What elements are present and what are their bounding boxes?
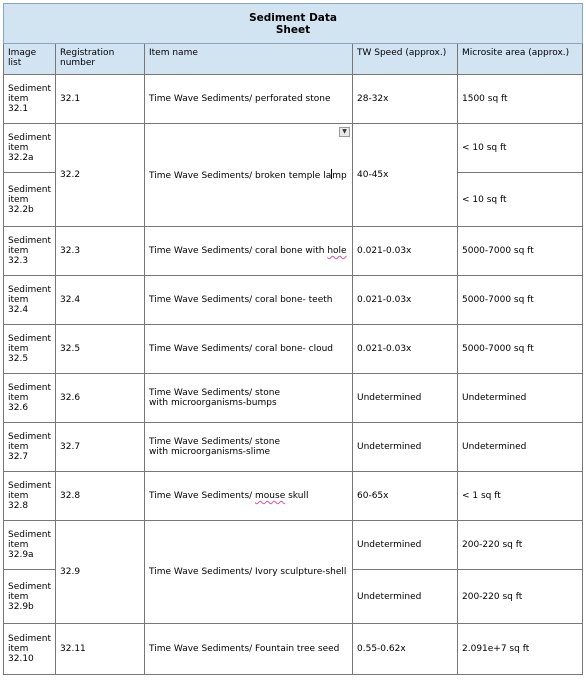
registration-cell[interactable]: 32.4 — [56, 276, 145, 325]
microsite-area-cell[interactable]: 5000-7000 sq ft — [458, 227, 583, 276]
image-cell[interactable]: Sediment item 32.10 — [4, 624, 56, 675]
item-name-cell[interactable] — [145, 227, 353, 276]
item-name-cell[interactable]: Time Wave Sediments/ coral bone- teeth — [145, 276, 353, 325]
table-row — [4, 276, 583, 325]
item-name-cell[interactable] — [145, 472, 353, 521]
microsite-area-cell[interactable]: Undetermined — [458, 423, 583, 472]
tw-speed-cell[interactable]: Undetermined — [353, 570, 458, 624]
table-row — [4, 325, 583, 374]
item-name-cell[interactable]: Time Wave Sediments/ perforated stone — [145, 75, 353, 124]
item-name-text: Time Wave Sediments/ coral bone with — [149, 246, 328, 256]
table-row — [4, 124, 583, 173]
item-name-cell[interactable]: Time Wave Sediments/ coral bone- cloud — [145, 325, 353, 374]
dropdown-arrow-icon[interactable]: ▼ — [339, 127, 350, 137]
image-cell[interactable]: Sediment item 32.7 — [4, 423, 56, 472]
registration-cell[interactable]: 32.11 — [56, 624, 145, 675]
image-cell[interactable]: Sediment item 32.9b — [4, 570, 56, 624]
registration-cell[interactable]: 32.6 — [56, 374, 145, 423]
header-image-list: Image list — [4, 44, 56, 75]
table-title — [4, 4, 583, 44]
registration-cell[interactable]: 32.9 — [56, 521, 145, 624]
tw-speed-cell[interactable]: 0.021-0.03x — [353, 325, 458, 374]
image-cell[interactable]: Sediment item 32.2b — [4, 173, 56, 227]
registration-cell[interactable]: 32.3 — [56, 227, 145, 276]
item-name-line1: Time Wave Sediments/ stone — [149, 437, 280, 447]
table-row — [4, 521, 583, 570]
microsite-area-cell[interactable]: < 10 sq ft — [458, 173, 583, 227]
registration-cell[interactable]: 32.8 — [56, 472, 145, 521]
table-title-line2: Sheet — [275, 23, 311, 36]
microsite-area-cell[interactable]: 200-220 sq ft — [458, 521, 583, 570]
microsite-area-cell[interactable]: Undetermined — [458, 374, 583, 423]
item-name-cell[interactable] — [145, 374, 353, 423]
header-registration-line2: number — [60, 58, 96, 68]
microsite-area-cell[interactable]: 5000-7000 sq ft — [458, 325, 583, 374]
microsite-area-cell[interactable]: < 1 sq ft — [458, 472, 583, 521]
header-item-name: Item name — [145, 44, 353, 75]
header-registration-line1: Registration — [60, 48, 115, 58]
registration-cell[interactable]: 32.1 — [56, 75, 145, 124]
tw-speed-cell[interactable]: Undetermined — [353, 423, 458, 472]
table-row — [4, 374, 583, 423]
item-name-cell[interactable] — [145, 423, 353, 472]
microsite-area-cell[interactable]: 2.091e+7 sq ft — [458, 624, 583, 675]
item-name-line2: with microorganisms-bumps — [149, 398, 277, 408]
tw-speed-cell[interactable]: 0.021-0.03x — [353, 227, 458, 276]
table-row — [4, 472, 583, 521]
item-name-text-after-cursor: mp — [332, 171, 347, 181]
item-name-text-before-cursor: Time Wave Sediments/ broken temple la — [149, 171, 332, 181]
item-name-cell[interactable] — [145, 124, 353, 227]
tw-speed-cell[interactable]: 0.55-0.62x — [353, 624, 458, 675]
spelling-flagged-word: mouse — [255, 491, 286, 501]
microsite-area-cell[interactable]: 200-220 sq ft — [458, 570, 583, 624]
image-cell[interactable]: Sediment item 32.4 — [4, 276, 56, 325]
tw-speed-cell[interactable]: 0.021-0.03x — [353, 276, 458, 325]
image-cell[interactable]: Sediment item 32.3 — [4, 227, 56, 276]
item-name-line1: Time Wave Sediments/ stone — [149, 388, 280, 398]
image-cell[interactable]: Sediment item 32.2a — [4, 124, 56, 173]
tw-speed-cell[interactable]: Undetermined — [353, 374, 458, 423]
microsite-area-cell[interactable]: 1500 sq ft — [458, 75, 583, 124]
registration-cell[interactable]: 32.5 — [56, 325, 145, 374]
microsite-area-cell[interactable]: < 10 sq ft — [458, 124, 583, 173]
microsite-area-cell[interactable]: 5000-7000 sq ft — [458, 276, 583, 325]
tw-speed-cell[interactable]: 60-65x — [353, 472, 458, 521]
image-cell[interactable]: Sediment item 32.6 — [4, 374, 56, 423]
header-microsite-area: Microsite area (approx.) — [458, 44, 583, 75]
table-row — [4, 423, 583, 472]
image-cell[interactable]: Sediment item 32.5 — [4, 325, 56, 374]
item-name-line2: with microorganisms-slime — [149, 447, 271, 457]
item-name-cell[interactable]: Time Wave Sediments/ Ivory sculpture-shell — [145, 521, 353, 624]
table-row — [4, 75, 583, 124]
spelling-flagged-word: hole — [327, 246, 347, 256]
image-cell[interactable]: Sediment item 32.1 — [4, 75, 56, 124]
image-cell[interactable]: Sediment item 32.8 — [4, 472, 56, 521]
table-title-line1: Sediment Data — [249, 11, 337, 24]
registration-cell[interactable]: 32.7 — [56, 423, 145, 472]
tw-speed-cell[interactable]: 40-45x — [353, 124, 458, 227]
table-row — [4, 227, 583, 276]
item-name-text-end: skull — [285, 491, 309, 501]
item-name-cell[interactable]: Time Wave Sediments/ Fountain tree seed — [145, 624, 353, 675]
registration-cell[interactable]: 32.2 — [56, 124, 145, 227]
header-tw-speed: TW Speed (approx.) — [353, 44, 458, 75]
table-row — [4, 624, 583, 675]
tw-speed-cell[interactable]: Undetermined — [353, 521, 458, 570]
image-cell[interactable]: Sediment item 32.9a — [4, 521, 56, 570]
tw-speed-cell[interactable]: 28-32x — [353, 75, 458, 124]
item-name-text: Time Wave Sediments/ — [149, 491, 256, 501]
header-registration-number — [56, 44, 145, 75]
sediment-data-table — [3, 3, 583, 675]
